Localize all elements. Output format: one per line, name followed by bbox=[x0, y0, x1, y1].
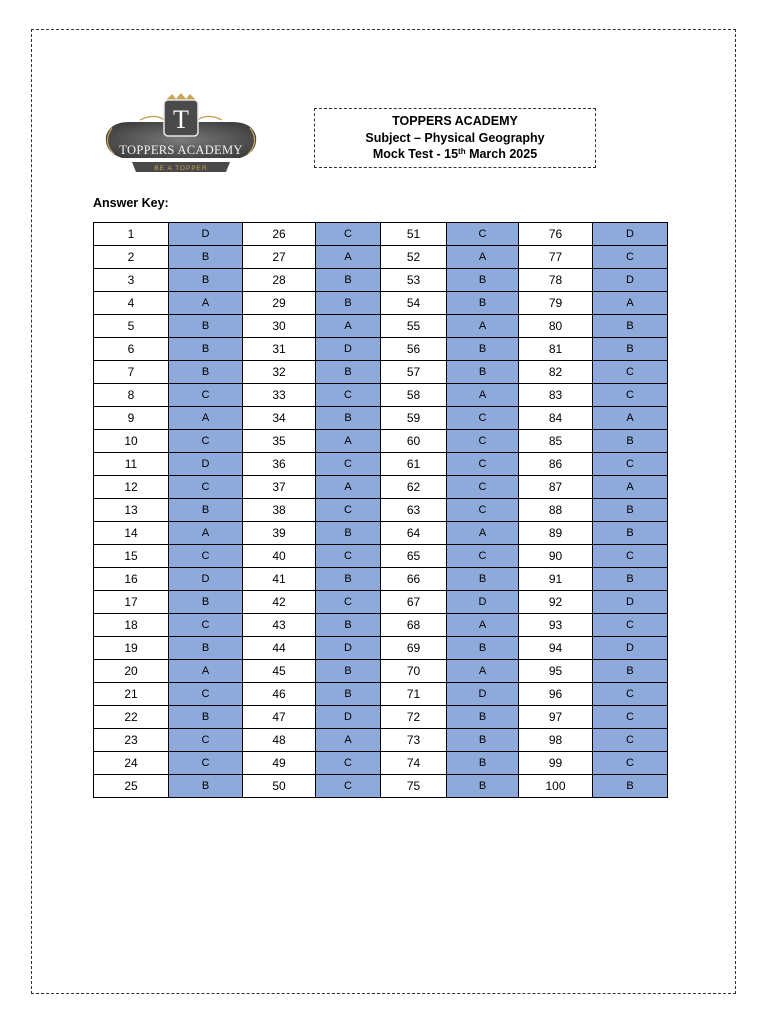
table-row bbox=[94, 752, 668, 775]
question-number-cell: 99 bbox=[519, 752, 593, 775]
answer-cell: B bbox=[316, 614, 381, 637]
question-number-cell: 87 bbox=[519, 476, 593, 499]
answer-cell: D bbox=[169, 453, 243, 476]
question-number-cell: 48 bbox=[243, 729, 316, 752]
answer-cell: D bbox=[169, 568, 243, 591]
table-row bbox=[94, 361, 668, 384]
answer-cell: B bbox=[169, 338, 243, 361]
document-header bbox=[314, 108, 596, 168]
question-number-cell: 72 bbox=[381, 706, 447, 729]
answer-cell: D bbox=[593, 637, 668, 660]
answer-cell: B bbox=[447, 292, 519, 315]
question-number-cell: 43 bbox=[243, 614, 316, 637]
table-row bbox=[94, 223, 668, 246]
table-row bbox=[94, 568, 668, 591]
table-row bbox=[94, 499, 668, 522]
answer-cell: B bbox=[316, 522, 381, 545]
answer-cell: D bbox=[593, 269, 668, 292]
question-number-cell: 34 bbox=[243, 407, 316, 430]
answer-cell: B bbox=[447, 775, 519, 798]
question-number-cell: 89 bbox=[519, 522, 593, 545]
question-number-cell: 65 bbox=[381, 545, 447, 568]
answer-cell: B bbox=[447, 568, 519, 591]
answer-cell: C bbox=[316, 591, 381, 614]
question-number-cell: 20 bbox=[94, 660, 169, 683]
answer-cell: B bbox=[316, 269, 381, 292]
question-number-cell: 39 bbox=[243, 522, 316, 545]
question-number-cell: 44 bbox=[243, 637, 316, 660]
question-number-cell: 85 bbox=[519, 430, 593, 453]
question-number-cell: 10 bbox=[94, 430, 169, 453]
answer-cell: A bbox=[316, 729, 381, 752]
question-number-cell: 49 bbox=[243, 752, 316, 775]
question-number-cell: 92 bbox=[519, 591, 593, 614]
answer-cell: B bbox=[447, 269, 519, 292]
answer-cell: B bbox=[447, 729, 519, 752]
answer-cell: C bbox=[593, 545, 668, 568]
question-number-cell: 23 bbox=[94, 729, 169, 752]
answer-cell: C bbox=[447, 223, 519, 246]
table-row bbox=[94, 453, 668, 476]
question-number-cell: 86 bbox=[519, 453, 593, 476]
question-number-cell: 69 bbox=[381, 637, 447, 660]
table-row bbox=[94, 522, 668, 545]
question-number-cell: 84 bbox=[519, 407, 593, 430]
answer-cell: B bbox=[593, 338, 668, 361]
table-row bbox=[94, 706, 668, 729]
answer-cell: C bbox=[169, 614, 243, 637]
question-number-cell: 12 bbox=[94, 476, 169, 499]
question-number-cell: 32 bbox=[243, 361, 316, 384]
answer-cell: B bbox=[169, 315, 243, 338]
answer-cell: C bbox=[169, 430, 243, 453]
answer-key-table bbox=[93, 222, 668, 798]
question-number-cell: 28 bbox=[243, 269, 316, 292]
question-number-cell: 95 bbox=[519, 660, 593, 683]
question-number-cell: 36 bbox=[243, 453, 316, 476]
answer-cell: A bbox=[447, 660, 519, 683]
answer-cell: C bbox=[316, 752, 381, 775]
table-row bbox=[94, 315, 668, 338]
table-row bbox=[94, 614, 668, 637]
answer-cell: A bbox=[169, 522, 243, 545]
question-number-cell: 82 bbox=[519, 361, 593, 384]
answer-cell: A bbox=[447, 384, 519, 407]
header-institute: TOPPERS ACADEMY bbox=[392, 114, 518, 128]
answer-cell: B bbox=[316, 683, 381, 706]
answer-cell: A bbox=[447, 614, 519, 637]
question-number-cell: 66 bbox=[381, 568, 447, 591]
answer-cell: B bbox=[593, 660, 668, 683]
question-number-cell: 13 bbox=[94, 499, 169, 522]
question-number-cell: 27 bbox=[243, 246, 316, 269]
answer-cell: B bbox=[169, 246, 243, 269]
answer-cell: C bbox=[316, 499, 381, 522]
question-number-cell: 56 bbox=[381, 338, 447, 361]
question-number-cell: 31 bbox=[243, 338, 316, 361]
answer-cell: C bbox=[447, 545, 519, 568]
table-row bbox=[94, 407, 668, 430]
question-number-cell: 61 bbox=[381, 453, 447, 476]
question-number-cell: 100 bbox=[519, 775, 593, 798]
table-row bbox=[94, 269, 668, 292]
question-number-cell: 6 bbox=[94, 338, 169, 361]
answer-cell: B bbox=[593, 775, 668, 798]
answer-cell: B bbox=[316, 660, 381, 683]
answer-cell: A bbox=[447, 522, 519, 545]
question-number-cell: 57 bbox=[381, 361, 447, 384]
answer-cell: C bbox=[169, 752, 243, 775]
answer-cell: C bbox=[447, 453, 519, 476]
question-number-cell: 24 bbox=[94, 752, 169, 775]
table-row bbox=[94, 430, 668, 453]
answer-cell: A bbox=[169, 407, 243, 430]
question-number-cell: 46 bbox=[243, 683, 316, 706]
question-number-cell: 5 bbox=[94, 315, 169, 338]
question-number-cell: 55 bbox=[381, 315, 447, 338]
question-number-cell: 42 bbox=[243, 591, 316, 614]
table-row bbox=[94, 476, 668, 499]
question-number-cell: 47 bbox=[243, 706, 316, 729]
question-number-cell: 88 bbox=[519, 499, 593, 522]
answer-cell: A bbox=[593, 407, 668, 430]
question-number-cell: 40 bbox=[243, 545, 316, 568]
answer-cell: A bbox=[447, 315, 519, 338]
answer-cell: C bbox=[593, 752, 668, 775]
question-number-cell: 51 bbox=[381, 223, 447, 246]
answer-cell: B bbox=[316, 568, 381, 591]
answer-cell: A bbox=[169, 292, 243, 315]
question-number-cell: 38 bbox=[243, 499, 316, 522]
answer-cell: B bbox=[447, 361, 519, 384]
answer-cell: B bbox=[593, 430, 668, 453]
question-number-cell: 18 bbox=[94, 614, 169, 637]
answer-cell: A bbox=[316, 246, 381, 269]
question-number-cell: 29 bbox=[243, 292, 316, 315]
table-row bbox=[94, 591, 668, 614]
answer-cell: C bbox=[169, 729, 243, 752]
question-number-cell: 64 bbox=[381, 522, 447, 545]
answer-cell: C bbox=[593, 361, 668, 384]
answer-cell: B bbox=[447, 637, 519, 660]
toppers-academy-logo bbox=[100, 92, 262, 178]
answer-cell: C bbox=[316, 545, 381, 568]
question-number-cell: 17 bbox=[94, 591, 169, 614]
question-number-cell: 73 bbox=[381, 729, 447, 752]
answer-cell: A bbox=[169, 660, 243, 683]
answer-cell: C bbox=[316, 384, 381, 407]
question-number-cell: 8 bbox=[94, 384, 169, 407]
answer-key-label: Answer Key: bbox=[93, 196, 169, 210]
table-row bbox=[94, 384, 668, 407]
answer-cell: B bbox=[169, 775, 243, 798]
question-number-cell: 22 bbox=[94, 706, 169, 729]
answer-cell: B bbox=[169, 499, 243, 522]
answer-cell: D bbox=[169, 223, 243, 246]
answer-cell: C bbox=[593, 729, 668, 752]
answer-cell: C bbox=[447, 430, 519, 453]
question-number-cell: 60 bbox=[381, 430, 447, 453]
question-number-cell: 74 bbox=[381, 752, 447, 775]
table-row bbox=[94, 729, 668, 752]
answer-cell: A bbox=[593, 476, 668, 499]
answer-cell: C bbox=[593, 246, 668, 269]
question-number-cell: 97 bbox=[519, 706, 593, 729]
question-number-cell: 90 bbox=[519, 545, 593, 568]
answer-cell: B bbox=[316, 292, 381, 315]
question-number-cell: 58 bbox=[381, 384, 447, 407]
answer-cell: D bbox=[447, 683, 519, 706]
answer-cell: B bbox=[447, 706, 519, 729]
question-number-cell: 11 bbox=[94, 453, 169, 476]
logo-letter: T bbox=[173, 105, 189, 134]
answer-cell: D bbox=[593, 591, 668, 614]
question-number-cell: 80 bbox=[519, 315, 593, 338]
answer-cell: C bbox=[593, 384, 668, 407]
answer-cell: B bbox=[316, 361, 381, 384]
question-number-cell: 93 bbox=[519, 614, 593, 637]
answer-cell: C bbox=[447, 407, 519, 430]
question-number-cell: 53 bbox=[381, 269, 447, 292]
answer-cell: C bbox=[169, 476, 243, 499]
answer-cell: A bbox=[316, 430, 381, 453]
answer-cell: B bbox=[169, 637, 243, 660]
logo-name: TOPPERS ACADEMY bbox=[119, 143, 243, 157]
answer-cell: B bbox=[447, 752, 519, 775]
question-number-cell: 77 bbox=[519, 246, 593, 269]
question-number-cell: 52 bbox=[381, 246, 447, 269]
question-number-cell: 30 bbox=[243, 315, 316, 338]
question-number-cell: 76 bbox=[519, 223, 593, 246]
question-number-cell: 79 bbox=[519, 292, 593, 315]
answer-cell: C bbox=[593, 614, 668, 637]
answer-cell: C bbox=[447, 499, 519, 522]
answer-cell: A bbox=[316, 476, 381, 499]
answer-cell: B bbox=[447, 338, 519, 361]
question-number-cell: 59 bbox=[381, 407, 447, 430]
answer-cell: B bbox=[169, 269, 243, 292]
answer-cell: C bbox=[169, 384, 243, 407]
question-number-cell: 26 bbox=[243, 223, 316, 246]
answer-cell: C bbox=[169, 683, 243, 706]
answer-cell: C bbox=[316, 775, 381, 798]
answer-cell: C bbox=[447, 476, 519, 499]
question-number-cell: 96 bbox=[519, 683, 593, 706]
logo-tagline: BE A TOPPER bbox=[154, 165, 208, 172]
question-number-cell: 68 bbox=[381, 614, 447, 637]
question-number-cell: 62 bbox=[381, 476, 447, 499]
question-number-cell: 67 bbox=[381, 591, 447, 614]
header-test-date: Mock Test - 15th March 2025 bbox=[372, 147, 538, 161]
question-number-cell: 45 bbox=[243, 660, 316, 683]
question-number-cell: 70 bbox=[381, 660, 447, 683]
answer-cell: D bbox=[316, 706, 381, 729]
question-number-cell: 35 bbox=[243, 430, 316, 453]
question-number-cell: 94 bbox=[519, 637, 593, 660]
answer-cell: A bbox=[593, 292, 668, 315]
table-row bbox=[94, 660, 668, 683]
question-number-cell: 63 bbox=[381, 499, 447, 522]
answer-cell: D bbox=[447, 591, 519, 614]
answer-cell: C bbox=[593, 453, 668, 476]
answer-cell: B bbox=[169, 361, 243, 384]
question-number-cell: 81 bbox=[519, 338, 593, 361]
table-row bbox=[94, 637, 668, 660]
answer-cell: B bbox=[593, 568, 668, 591]
table-row bbox=[94, 338, 668, 361]
question-number-cell: 4 bbox=[94, 292, 169, 315]
question-number-cell: 41 bbox=[243, 568, 316, 591]
answer-cell: B bbox=[593, 315, 668, 338]
question-number-cell: 9 bbox=[94, 407, 169, 430]
answer-cell: D bbox=[316, 338, 381, 361]
answer-cell: B bbox=[593, 499, 668, 522]
header-subject: Subject – Physical Geography bbox=[365, 130, 545, 145]
question-number-cell: 15 bbox=[94, 545, 169, 568]
question-number-cell: 14 bbox=[94, 522, 169, 545]
answer-cell: B bbox=[169, 591, 243, 614]
answer-cell: C bbox=[593, 683, 668, 706]
table-row bbox=[94, 683, 668, 706]
question-number-cell: 91 bbox=[519, 568, 593, 591]
answer-cell: D bbox=[316, 637, 381, 660]
question-number-cell: 75 bbox=[381, 775, 447, 798]
answer-cell: A bbox=[316, 315, 381, 338]
answer-cell: B bbox=[593, 522, 668, 545]
question-number-cell: 71 bbox=[381, 683, 447, 706]
question-number-cell: 7 bbox=[94, 361, 169, 384]
table-row bbox=[94, 292, 668, 315]
question-number-cell: 50 bbox=[243, 775, 316, 798]
question-number-cell: 21 bbox=[94, 683, 169, 706]
question-number-cell: 19 bbox=[94, 637, 169, 660]
question-number-cell: 3 bbox=[94, 269, 169, 292]
question-number-cell: 25 bbox=[94, 775, 169, 798]
question-number-cell: 37 bbox=[243, 476, 316, 499]
answer-cell: C bbox=[316, 223, 381, 246]
question-number-cell: 16 bbox=[94, 568, 169, 591]
table-row bbox=[94, 775, 668, 798]
answer-cell: B bbox=[316, 407, 381, 430]
answer-cell: C bbox=[169, 545, 243, 568]
table-row bbox=[94, 246, 668, 269]
answer-cell: C bbox=[316, 453, 381, 476]
question-number-cell: 78 bbox=[519, 269, 593, 292]
answer-cell: C bbox=[593, 706, 668, 729]
answer-cell: D bbox=[593, 223, 668, 246]
answer-cell: A bbox=[447, 246, 519, 269]
answer-cell: B bbox=[169, 706, 243, 729]
question-number-cell: 33 bbox=[243, 384, 316, 407]
table-row bbox=[94, 545, 668, 568]
question-number-cell: 1 bbox=[94, 223, 169, 246]
question-number-cell: 2 bbox=[94, 246, 169, 269]
question-number-cell: 83 bbox=[519, 384, 593, 407]
question-number-cell: 54 bbox=[381, 292, 447, 315]
question-number-cell: 98 bbox=[519, 729, 593, 752]
